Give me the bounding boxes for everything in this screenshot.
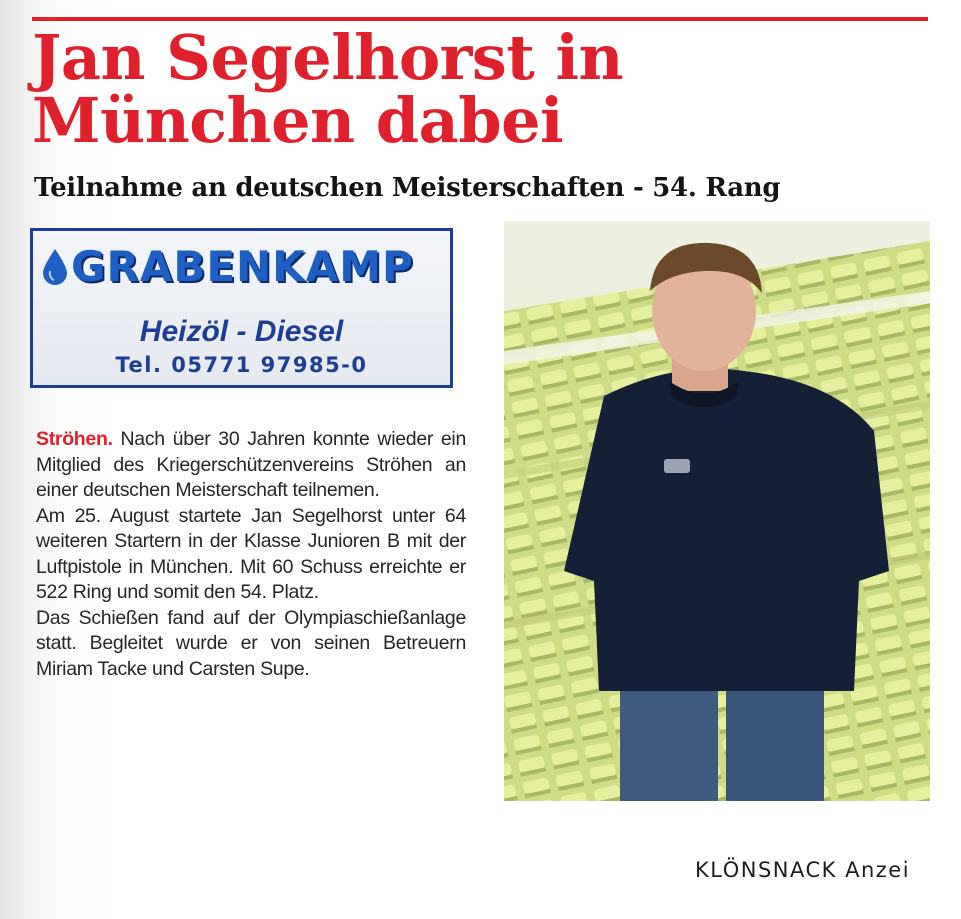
headline-line-2: München dabei	[32, 84, 564, 157]
article-body	[36, 427, 466, 682]
stadium-photo-illustration	[504, 221, 930, 801]
water-drop-icon	[43, 249, 67, 285]
advertisement-product: Heizöl - Diesel	[139, 315, 344, 348]
article-photo	[504, 221, 930, 801]
advertisement-phone: Tel. 05771 97985-0	[115, 353, 368, 377]
publication-footer: KLÖNSNACK Anzei	[695, 858, 911, 882]
article-paragraph-2: Am 25. August startete Jan Segelhorst unter 64 weiteren Startern in der Klasse Junioren B mit der Luftpistole in München. Mit 60 Schuss erreichte er 522 Ring und somit den 54. Platz.	[36, 504, 466, 603]
advertisement-brand: GRABENKAMP	[71, 242, 414, 291]
article-headline	[32, 21, 624, 157]
headline-line-1: Jan Segelhorst in	[32, 21, 624, 94]
paragraph-1-text: Nach über 30 Jahren konnte wieder ein Mitglied des Kriegerschützenvereins Ströhen an einer deutschen Meisterschaft teilnemen.	[36, 428, 466, 501]
article-paragraph-3: Das Schießen fand auf der Olympiaschießanlage statt. Begleitet wurde er von seinen Betreuern Miriam Tacke und Carsten Supe.	[36, 606, 466, 680]
advertisement-logo	[41, 241, 451, 301]
article-paragraph-1	[36, 427, 466, 504]
article-location: Ströhen.	[36, 428, 113, 450]
advertisement-box	[30, 228, 453, 388]
article-subheadline: Teilnahme an deutschen Meisterschaften - 54. Rang	[34, 173, 781, 203]
